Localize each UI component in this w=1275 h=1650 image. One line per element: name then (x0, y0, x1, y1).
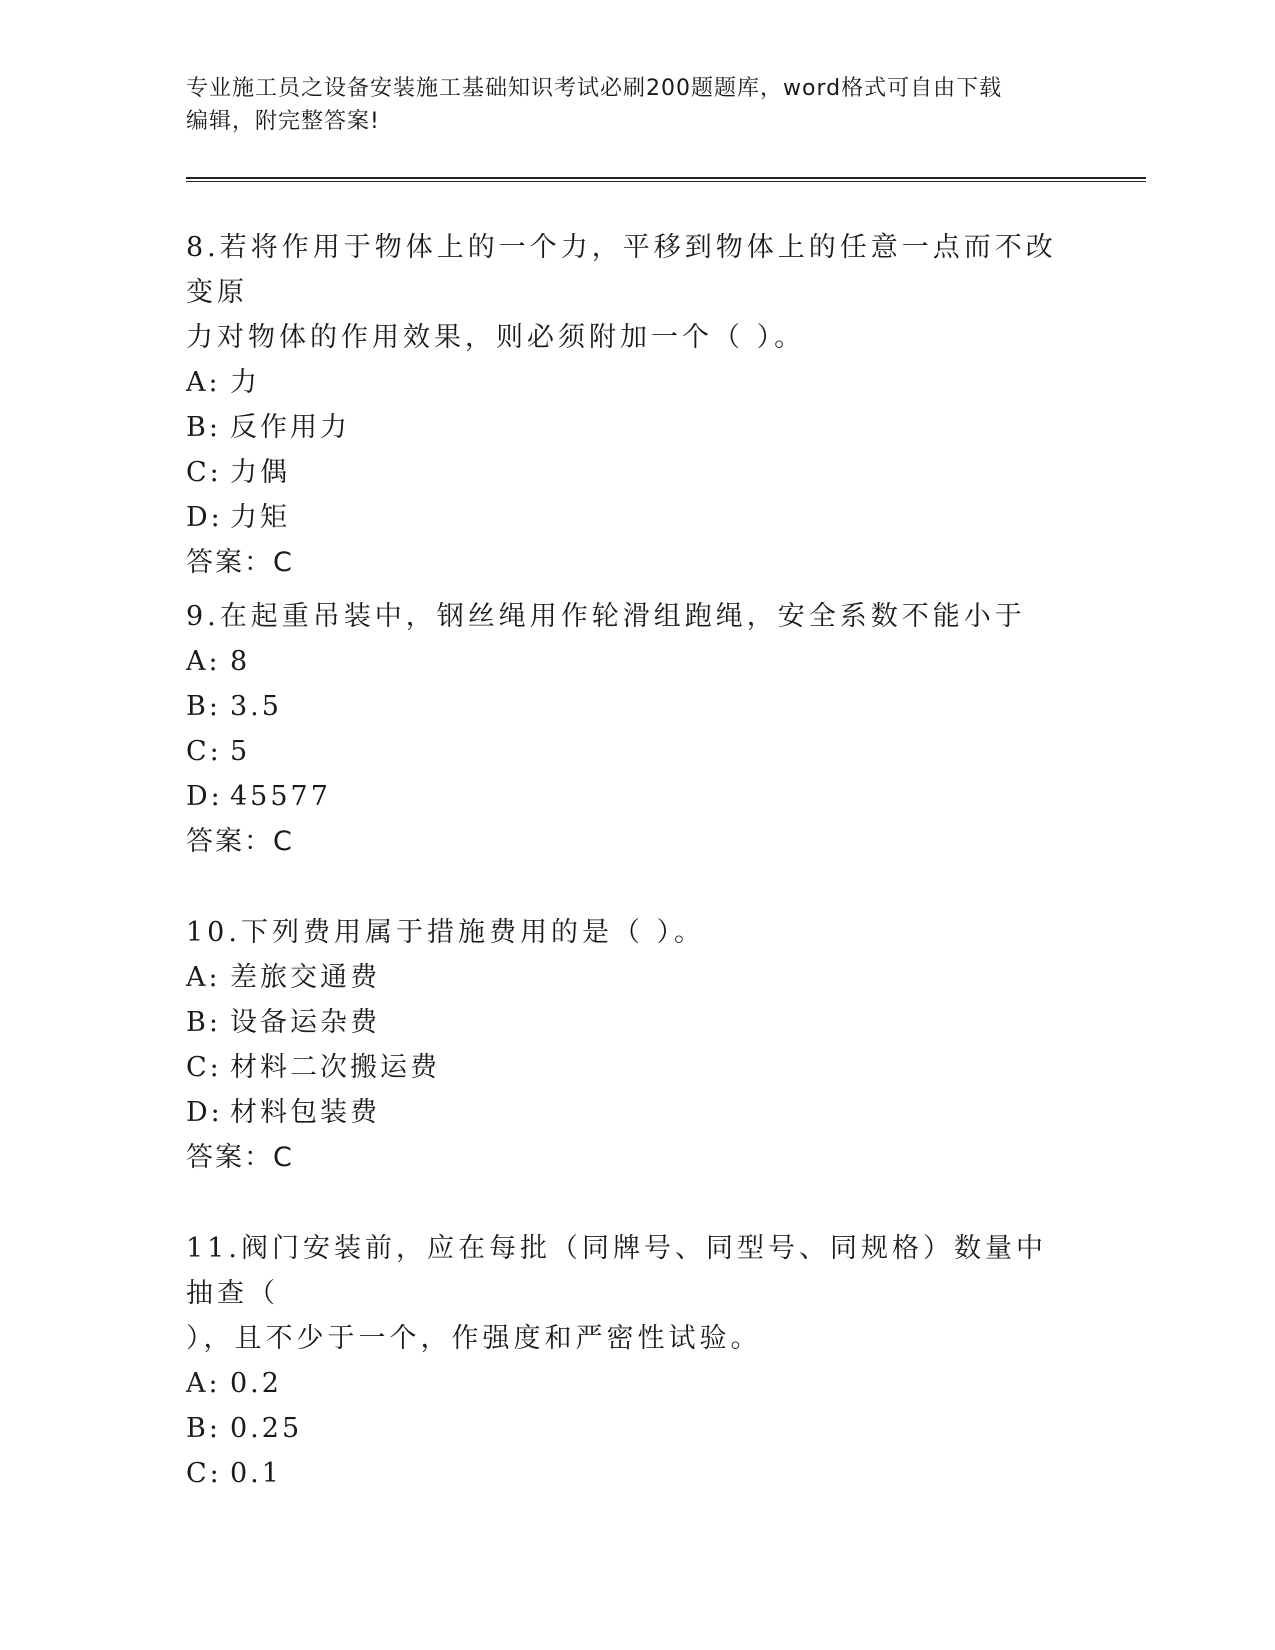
option-text: 8 (230, 646, 251, 677)
question-stem: 10.下列费用属于措施费用的是（ ）。 (186, 917, 706, 948)
question-11 (186, 1226, 1066, 1496)
option-a (186, 1361, 1066, 1406)
option-text: 材料二次搬运费 (230, 1052, 440, 1083)
option-letter: B: (186, 412, 221, 443)
question-8 (186, 225, 1066, 585)
option-d (186, 1090, 1066, 1135)
option-letter: D: (186, 502, 223, 533)
option-text: 0.2 (230, 1368, 282, 1399)
option-c (186, 729, 1066, 774)
option-letter: D: (186, 1097, 223, 1128)
question-10 (186, 910, 1066, 1180)
document-header (186, 72, 1066, 138)
answer-line: 答案：C (186, 1142, 294, 1173)
option-text: 力偶 (230, 457, 290, 488)
question-9 (186, 594, 1066, 864)
option-d (186, 495, 1066, 540)
option-text: 0.1 (230, 1458, 282, 1489)
option-d (186, 774, 1066, 819)
option-c (186, 450, 1066, 495)
option-text: 材料包装费 (230, 1097, 380, 1128)
answer-line: 答案：C (186, 547, 294, 578)
header-line-2: 编辑，附完整答案! (186, 109, 380, 134)
option-letter: C: (186, 1052, 222, 1083)
option-b (186, 1406, 1066, 1451)
option-text: 力 (230, 367, 260, 398)
option-text: 反作用力 (230, 412, 350, 443)
option-text: 0.25 (230, 1413, 303, 1444)
option-c (186, 1045, 1066, 1090)
option-letter: A: (186, 367, 221, 398)
question-stem: 9.在起重吊装中，钢丝绳用作轮滑组跑绳，安全系数不能小于 (186, 601, 1026, 632)
question-stem: 8.若将作用于物体上的一个力，平移到物体上的任意一点而不改变原 (186, 232, 1057, 308)
option-a (186, 360, 1066, 405)
option-a (186, 955, 1066, 1000)
option-letter: C: (186, 1458, 222, 1489)
option-letter: D: (186, 781, 223, 812)
option-text: 5 (230, 736, 251, 767)
option-letter: C: (186, 457, 222, 488)
answer-line: 答案：C (186, 826, 294, 857)
header-divider (186, 177, 1146, 182)
option-letter: A: (186, 962, 221, 993)
option-text: 45577 (230, 781, 331, 812)
option-text: 3.5 (230, 691, 282, 722)
option-b (186, 1000, 1066, 1045)
option-a (186, 639, 1066, 684)
question-stem: 11.阀门安装前，应在每批（同牌号、同型号、同规格）数量中抽查（ (186, 1233, 1047, 1309)
option-letter: A: (186, 1368, 221, 1399)
option-letter: B: (186, 1413, 221, 1444)
option-letter: C: (186, 736, 222, 767)
header-line-1: 专业施工员之设备安装施工基础知识考试必刷200题题库，word格式可自由下载 (186, 76, 1003, 101)
option-letter: B: (186, 691, 221, 722)
question-stem: ），且不少于一个，作强度和严密性试验。 (186, 1323, 762, 1354)
option-b (186, 684, 1066, 729)
option-c (186, 1451, 1066, 1496)
option-text: 力矩 (230, 502, 290, 533)
option-text: 设备运杂费 (230, 1007, 380, 1038)
question-stem: 力对物体的作用效果，则必须附加一个（ ）。 (186, 322, 806, 353)
option-b (186, 405, 1066, 450)
option-text: 差旅交通费 (230, 962, 380, 993)
option-letter: B: (186, 1007, 221, 1038)
option-letter: A: (186, 646, 221, 677)
